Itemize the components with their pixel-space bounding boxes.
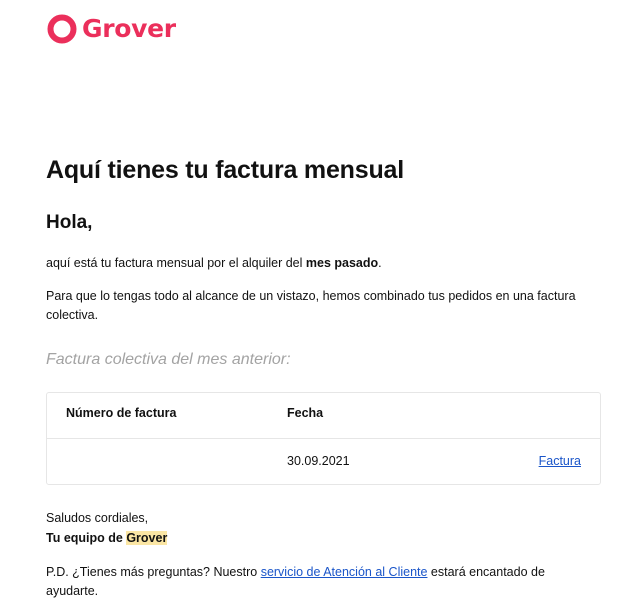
column-header-invoice-number: Número de factura (66, 406, 177, 420)
invoice-date-cell: 30.09.2021 (287, 454, 350, 468)
intro-text: aquí está tu factura mensual por el alquiler del mes pasado. (46, 256, 382, 270)
closing-salutation: Saludos cordiales, (46, 511, 149, 525)
closing-signature: Tu equipo de Grover (46, 531, 168, 545)
ps-paragraph: P.D. ¿Tienes más preguntas? Nuestro servicio de Atención al Cliente estará encantado de ayudarte. (46, 565, 545, 598)
invoice-table (46, 392, 601, 485)
table-divider (47, 438, 600, 439)
summary-paragraph: Para que lo tengas todo al alcance de un vistazo, hemos combinado tus pedidos en una factura colectiva. (46, 289, 576, 322)
brand-name: Grover (82, 14, 176, 43)
invoice-link[interactable]: Factura (538, 454, 581, 468)
grover-logo[interactable] (46, 12, 176, 46)
grover-logo-icon (46, 13, 78, 45)
column-header-date: Fecha (287, 406, 324, 420)
email-title: Aquí tienes tu factura mensual (46, 156, 404, 184)
section-label: Factura colectiva del mes anterior: (46, 351, 291, 368)
brand-highlight: Grover (126, 531, 168, 545)
customer-service-link[interactable]: servicio de Atención al Cliente (260, 565, 428, 579)
greeting: Hola, (46, 212, 93, 233)
intro-bold: mes pasado (305, 256, 379, 270)
